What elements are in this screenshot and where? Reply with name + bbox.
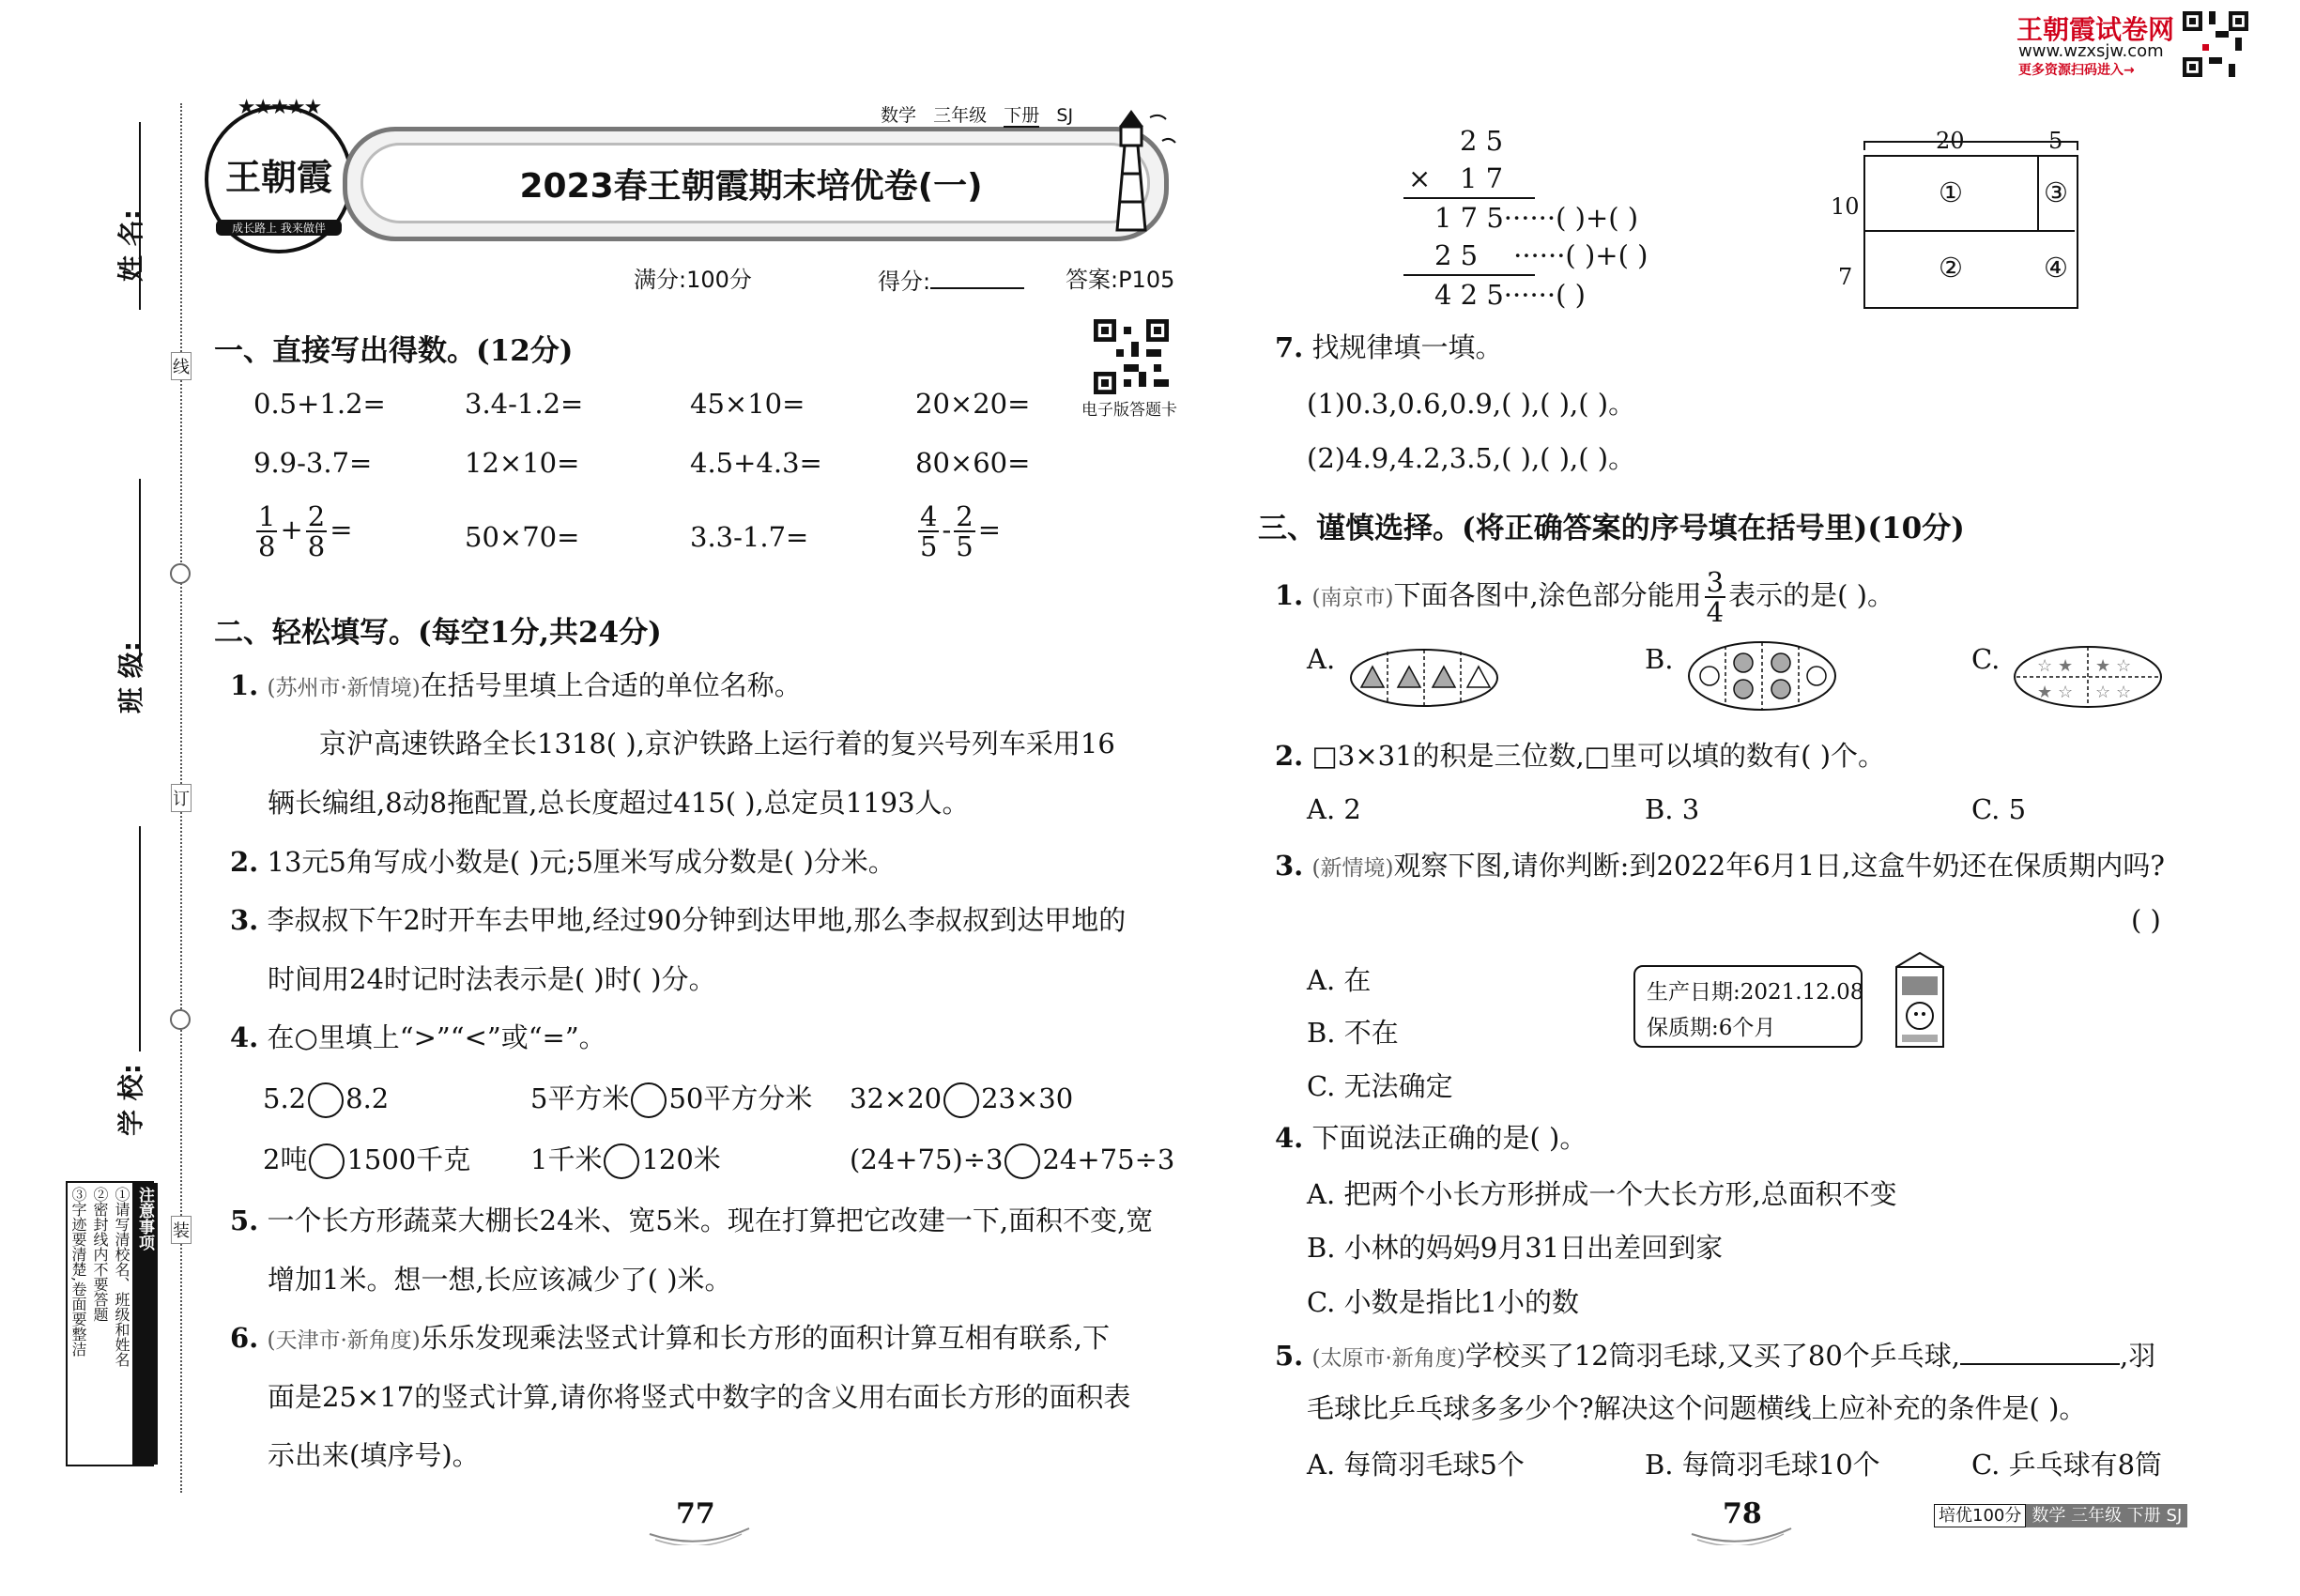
svg-text:☆: ☆	[2116, 656, 2132, 676]
page-number-left: 77	[676, 1497, 715, 1530]
svg-text:★: ★	[2037, 683, 2053, 702]
class-label: 班 级:	[115, 641, 146, 714]
school-label: 学 校:	[115, 1064, 146, 1136]
answer-paren: ( )	[2131, 904, 2161, 936]
logo-badge	[205, 96, 353, 253]
question-2-7-line: (2)4.9,4.2,3.5,( ),( ),( )。	[1307, 442, 1636, 474]
footer-tag-meta: 数学 三年级 下册 SJ	[2026, 1504, 2187, 1527]
option-b[interactable]: B.	[1645, 643, 1674, 675]
option-a[interactable]: A. 每筒羽毛球5个	[1307, 1449, 1525, 1481]
ellipse-smileys-icon	[1685, 638, 1840, 714]
area-cell: ④	[2044, 252, 2068, 284]
option-c[interactable]: C. 无法确定	[1307, 1070, 1453, 1102]
question-2-1-line: 辆长编组,8动8拖配置,总长度超过415( ),总定员1193人。	[268, 787, 970, 819]
area-cell: ②	[1939, 252, 1963, 284]
area-cell: ①	[1939, 176, 1963, 208]
question-2-5: 5. 一个长方形蔬菜大棚长24米、宽5米。现在打算把它改建一下,面积不变,宽	[230, 1205, 1154, 1236]
option-b[interactable]: B. 每筒羽毛球10个	[1645, 1449, 1880, 1481]
option-a[interactable]: A. 在	[1307, 964, 1372, 996]
area-cell: ③	[2044, 176, 2068, 208]
qr-caption: 电子版答题卡	[1081, 401, 1177, 420]
vertical-calc-top: 2 5	[1460, 125, 1504, 157]
question-2-3: 3. 李叔叔下午2时开车去甲地,经过90分钟到达甲地,那么李叔叔到达甲地的	[230, 904, 1127, 936]
option-a[interactable]: A.	[1307, 643, 1336, 675]
option-c[interactable]: C. 乒乓球有8筒	[1971, 1449, 2163, 1481]
brand-name: 王朝霞试卷网	[2016, 14, 2175, 45]
qr-code-icon[interactable]	[1094, 319, 1169, 394]
page-swoosh-icon	[648, 1523, 751, 1545]
brand-qr-icon[interactable]	[2183, 11, 2248, 77]
svg-text:☆: ☆	[2116, 683, 2132, 702]
svg-text:☆: ☆	[2037, 656, 2053, 676]
term-tag: 下册	[1004, 105, 1040, 126]
logo-slogan: 成长路上 我来做伴	[216, 220, 342, 236]
rect-width-label: 5	[2048, 128, 2063, 154]
question-2-7: 7. 找规律填一填。	[1275, 331, 1503, 363]
question-2-2: 2. 13元5角写成小数是( )元;5厘米写成分数是( )分米。	[230, 846, 896, 878]
svg-text:★: ★	[2058, 656, 2074, 676]
production-date: 生产日期:2021.12.08	[1647, 980, 1864, 1005]
compare-item: 2吨 1500千克	[263, 1141, 470, 1179]
question-3-1: 1. (南京市)下面各图中,涂色部分能用 $\frac{3}{4}$ 表示的是( )。	[1275, 566, 1894, 628]
question-2-4: 4. 在○里填上“>”“<”或“=”。	[230, 1021, 606, 1053]
calc-item: 9.9-3.7=	[253, 447, 373, 479]
subject-tags	[881, 101, 1073, 127]
option-b[interactable]: B. 小林的妈妈9月31日出差回到家	[1307, 1232, 1724, 1264]
question-2-7-line: (1)0.3,0.6,0.9,( ),( ),( )。	[1307, 388, 1636, 420]
calc-item: 50×70=	[465, 521, 580, 553]
compare-item: 5.2 8.2	[263, 1080, 389, 1118]
question-2-1-line: 京沪高速铁路全长1318( ),京沪铁路上运行着的复兴号列车采用16	[319, 728, 1115, 760]
option-c[interactable]: C. 小数是指比1小的数	[1307, 1286, 1580, 1318]
question-2-5-line: 增加1米。想一想,长应该减少了( )米。	[268, 1264, 732, 1296]
score-label: 得分:	[878, 261, 1024, 300]
ellipse-triangles-icon	[1347, 646, 1502, 710]
page-title: 2023春王朝霞期末培优卷(一)	[519, 167, 983, 206]
logo-stars: ★★★★★	[237, 96, 321, 119]
rect-height-label: 7	[1838, 264, 1853, 290]
question-2-6-line: 面是25×17的竖式计算,请你将竖式中数字的含义用右面长方形的面积表	[268, 1381, 1131, 1413]
option-a[interactable]: A. 把两个小长方形拼成一个大长方形,总面积不变	[1307, 1178, 1897, 1210]
calc-item-fraction: $\frac{4}{5}$ - $\frac{2}{5}$ =	[920, 500, 1002, 562]
full-score: 满分:100分	[634, 267, 752, 293]
milk-label-box	[1633, 965, 1863, 1048]
calc-item: 3.3-1.7=	[690, 521, 809, 553]
footer-tag-brand: 培优100分	[1934, 1504, 2026, 1527]
note-item: ①请写清校名、班级和姓名	[113, 1187, 130, 1367]
shelf-life: 保质期:6个月	[1647, 1016, 1776, 1040]
svg-text:☆: ☆	[2095, 683, 2111, 702]
svg-text:★: ★	[2095, 656, 2111, 676]
question-2-6-line: 示出来(填序号)。	[268, 1439, 480, 1471]
note-item: ②密封线内不要答题	[91, 1187, 109, 1322]
title-banner	[343, 127, 1169, 241]
brand-hint: 更多资源扫码进入→	[2018, 63, 2135, 78]
calc-item: 80×60=	[915, 447, 1031, 479]
vertical-calc-row: 1 7 5······( )+( )	[1434, 202, 1639, 234]
page-swoosh-icon	[1690, 1523, 1793, 1545]
question-3-4: 4. 下面说法正确的是( )。	[1275, 1122, 1587, 1154]
compare-item: 32×20 23×30	[850, 1080, 1073, 1118]
note-item: ③字迹要清楚,卷面要整洁	[69, 1187, 87, 1358]
option-c[interactable]: C. 5	[1971, 793, 2027, 825]
seal-line-char: 线	[171, 352, 192, 380]
binding-ring	[170, 563, 191, 584]
svg-text:☆: ☆	[2058, 683, 2074, 702]
seal-line-char: 装	[171, 1216, 192, 1244]
option-b[interactable]: B. 不在	[1307, 1017, 1399, 1049]
question-2-3-line: 时间用24时记时法表示是( )时( )分。	[268, 963, 716, 995]
binding-ring	[170, 1009, 191, 1030]
question-3-2: 2. □3×31的积是三位数,□里可以填的数有( )个。	[1275, 740, 1886, 772]
vertical-calc-row: 2 5 ······( )+( )	[1434, 239, 1648, 271]
calc-item: 20×20=	[915, 388, 1031, 420]
calc-item: 12×10=	[465, 447, 580, 479]
area-rectangle	[1863, 155, 2078, 309]
rect-width-label: 20	[1936, 128, 1965, 154]
page-number-right: 78	[1723, 1497, 1762, 1530]
vertical-calc-bottom: 1 7	[1460, 162, 1504, 194]
calc-item: 45×10=	[690, 388, 805, 420]
calc-item: 3.4-1.2=	[465, 388, 584, 420]
vertical-calc-row: 4 2 5······( )	[1434, 279, 1586, 311]
notes-box	[66, 1181, 154, 1466]
compare-item: (24+75)÷3 24+75÷3	[850, 1141, 1174, 1179]
ellipse-stars-icon	[2011, 643, 2166, 711]
subject-tag: 数学	[881, 105, 917, 126]
calc-item: 0.5+1.2=	[253, 388, 386, 420]
question-3-3: 3. (新情境)观察下图,请你判断:到2022年6月1日,这盒牛奶还在保质期内吗?	[1275, 850, 2165, 882]
footer-tag	[1934, 1502, 2187, 1527]
brand-url[interactable]: www.wzxsjw.com	[2018, 41, 2164, 61]
section1-title: 一、直接写出得数。(12分)	[214, 334, 574, 368]
section2-title: 二、轻松填写。(每空1分,共24分)	[214, 616, 662, 650]
lighthouse-icon	[1080, 99, 1183, 239]
section3-title: 三、谨慎选择。(将正确答案的序号填在括号里)(10分)	[1258, 512, 1965, 545]
name-label: 姓 名:	[115, 209, 146, 282]
binding-strip	[0, 0, 188, 1596]
option-b[interactable]: B. 3	[1645, 793, 1700, 825]
edition-tag: SJ	[1056, 105, 1074, 126]
question-3-5: 5. (太原市·新角度)学校买了12筒羽毛球,又买了80个乒乓球, ,羽	[1275, 1335, 2155, 1377]
question-3-5-line: 毛球比乒乓球多多少个?解决这个问题横线上应补充的条件是( )。	[1307, 1392, 2087, 1424]
compare-item: 1千米 120米	[530, 1141, 721, 1179]
notes-title: 注意事项	[132, 1183, 158, 1465]
seal-line-char: 订	[171, 784, 192, 812]
option-a[interactable]: A. 2	[1307, 793, 1361, 825]
option-c[interactable]: C.	[1971, 643, 2001, 675]
logo-text: 王朝霞	[224, 156, 332, 198]
answer-ref: 答案:P105	[1066, 267, 1175, 293]
milk-carton-icon	[1887, 948, 1953, 1051]
question-2-1: 1. (苏州市·新情境)在括号里填上合适的单位名称。	[230, 669, 802, 701]
compare-item: 5平方米 50平方分米	[530, 1080, 812, 1118]
question-2-6: 6. (天津市·新角度)乐乐发现乘法竖式计算和长方形的面积计算互相有联系,下	[230, 1322, 1110, 1354]
vertical-calc-mul: ×	[1408, 162, 1432, 194]
grade-tag: 三年级	[933, 105, 988, 126]
calc-item: 4.5+4.3=	[690, 447, 822, 479]
calc-item-fraction: $\frac{1}{8}$ + $\frac{2}{8}$ =	[258, 500, 353, 562]
rect-height-label: 10	[1831, 193, 1860, 220]
